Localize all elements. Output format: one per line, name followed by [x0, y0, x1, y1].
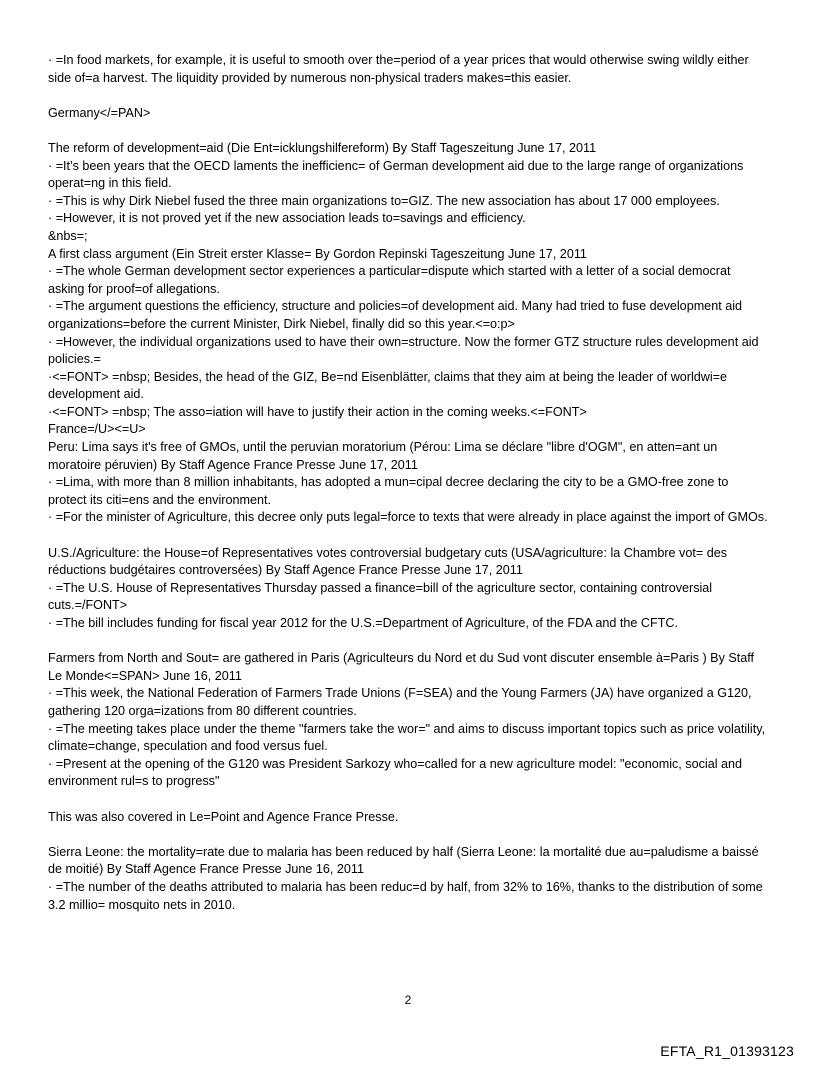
- blank-line: [48, 87, 770, 105]
- text-line: ·<=FONT> =nbsp; The asso=iation will have to justify their action in the coming weeks.<=FONT>: [48, 404, 587, 419]
- text-line: · =The argument questions the efficiency, structure and policies=of development aid. Many had tried to fuse development aid organizations=before the current Minister, Dirk Niebel, finally did so this year.<=o:p>: [48, 299, 742, 331]
- text-line: · =Present at the opening of the G120 was President Sarkozy who=called for a new agriculture model: "economic, social and environment rul=s to progress": [48, 756, 743, 789]
- text-line: · =Lima, with more than 8 million inhabitants, has adopted a mun=cipal decree declaring the city to be a GMO-free zone to protect its citi=ens and the environment.: [48, 475, 729, 507]
- blank-line: [48, 633, 770, 651]
- text-line: · =It’s been years that the OECD laments the inefficienc= of German development aid due to the large range of organizations operat=ng in this field.: [48, 158, 744, 191]
- page-number: 2: [404, 993, 412, 1007]
- text-line: ·<=FONT> =nbsp; Besides, the head of the GIZ, Be=nd Eisenblätter, claims that they aim at being the leader of worldwi=e development aid.: [48, 369, 728, 402]
- text-line: · =The meeting takes place under the theme "farmers take the wor=" and aims to discuss important topics such as price volatility, climate=change, speculation and food versus fuel.: [48, 721, 766, 754]
- text-line: · =The U.S. House of Representatives Thursday passed a finance=bill of the agriculture sector, containing controversial cuts.=/FONT>: [48, 580, 713, 613]
- blank-line: [48, 122, 770, 140]
- blank-line: [48, 527, 770, 545]
- text-line: · =This is why Dirk Niebel fused the three main organizations to=GIZ. The new association has about 17 000 employees.: [48, 193, 720, 208]
- text-line: Sierra Leone: the mortality=rate due to malaria has been reduced by half (Sierra Leone: la mortalité due au=paludisme a baissé de moitié) By Staff Agence France Presse June 16, 2011: [48, 844, 759, 877]
- blank-line: [48, 826, 770, 844]
- document-body: [48, 52, 770, 914]
- document-id: EFTA_R1_01393123: [660, 1043, 794, 1059]
- blank-line: [48, 791, 770, 809]
- text-line: Farmers from North and Sout= are gathered in Paris (Agriculteurs du Nord et du Sud vont discuter ensemble à=Paris ) By Staff Le Monde<=SPAN> June 16, 2011: [48, 651, 755, 683]
- text-line: Germany</=PAN>: [48, 105, 151, 120]
- text-line: · =The bill includes funding for fiscal year 2012 for the U.S.=Department of Agriculture, of the FDA and the CFTC.: [48, 616, 679, 630]
- text-line: · =In food markets, for example, it is useful to smooth over the=period of a year prices that would otherwise swing wildly either side of=a harvest. The liquidity provided by numerous non-physical traders makes=this easier.: [48, 53, 749, 85]
- text-line: · =However, it is not proved yet if the new association leads to=savings and efficiency.: [48, 211, 526, 226]
- text-line: · =The number of the deaths attributed to malaria has been reduc=d by half, from 32% to 16%, thanks to the distribution of some 3.2 millio= mosquito nets in 2010.: [48, 879, 763, 912]
- text-line: · =The whole German development sector experiences a particular=dispute which started with a letter of a social democrat asking for proof=of allegations.: [48, 264, 731, 296]
- text-line: A first class argument (Ein Streit erster Klasse= By Gordon Repinski Tageszeitung June 17, 2011: [48, 246, 587, 261]
- text-line: Peru: Lima says it's free of GMOs, until the peruvian moratorium (Pérou: Lima se déclare "libre d'OGM", en atten=ant un moratoire péruvien) By Staff Agence France Presse June 17, 2011: [48, 440, 718, 472]
- text-line: · =However, the individual organizations used to have their own=structure. Now the former GTZ structure rules development aid policies.=: [48, 334, 759, 367]
- text-line: &nbs=;: [48, 228, 88, 243]
- text-line: · =This week, the National Federation of Farmers Trade Unions (F=SEA) and the Young Farmers (JA) have organized a G120, gathering 120 orga=izations from 80 different countries.: [48, 686, 752, 718]
- text-line: · =For the minister of Agriculture, this decree only puts legal=force to texts that were already in place against the import of GMOs.: [48, 510, 768, 525]
- text-line: France=/U><=U>: [48, 422, 146, 437]
- text-line: This was also covered in Le=Point and Agence France Presse.: [48, 809, 399, 824]
- text-line: The reform of development=aid (Die Ent=icklungshilfereform) By Staff Tageszeitung June 17, 2011: [48, 140, 597, 155]
- text-line: U.S./Agriculture: the House=of Representatives votes controversial budgetary cuts (USA/agriculture: la Chambre vot= des réductions budgétaires controversées) By Staff Agence France Presse June 17, 2011: [48, 545, 727, 578]
